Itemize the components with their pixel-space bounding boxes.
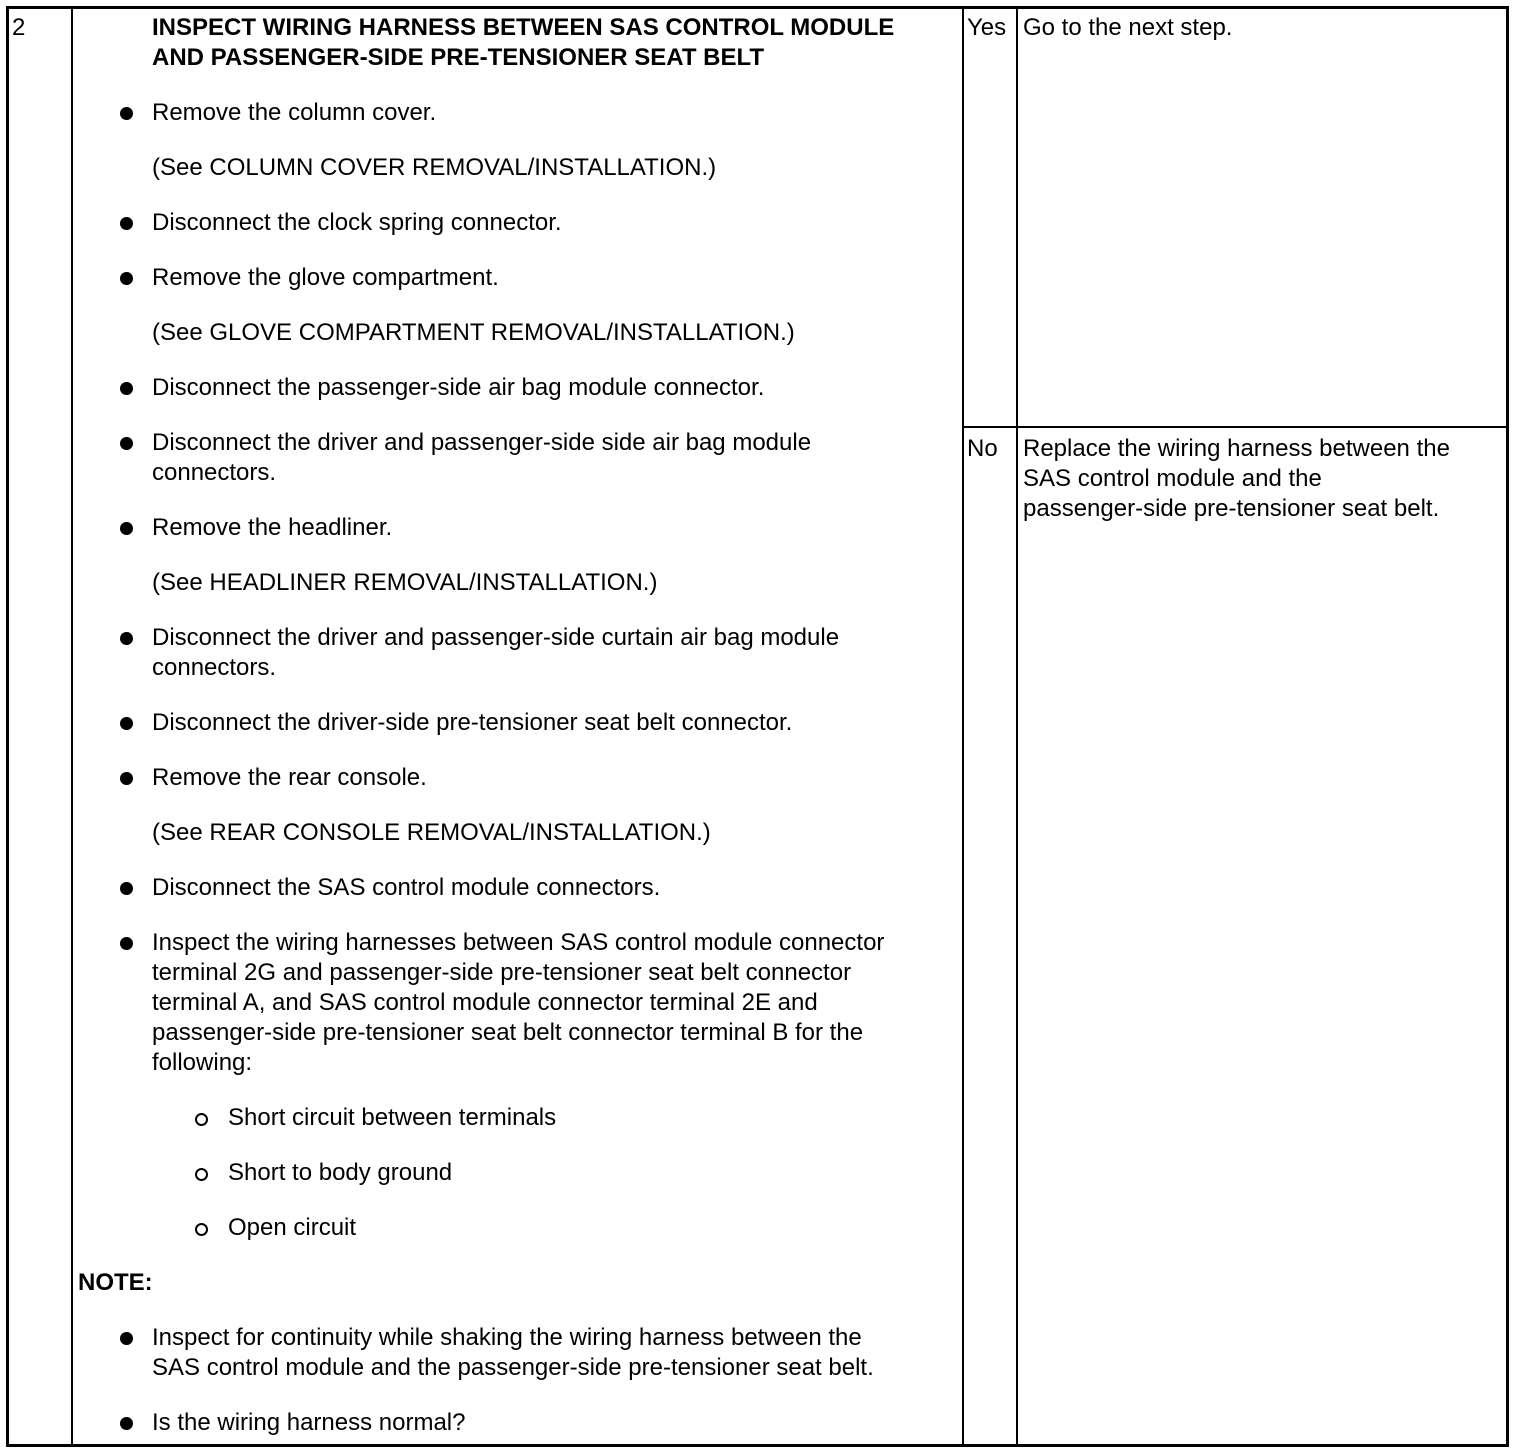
row-divider-yes-no [964, 426, 1506, 428]
list-item-continuation: terminal A, and SAS control module connector terminal 2E and [152, 989, 818, 1016]
list-item: Remove the column cover. [152, 99, 437, 126]
no-label: No [967, 435, 998, 462]
note-item-continuation: SAS control module and the passenger-side pre-tensioner seat belt. [152, 1354, 874, 1381]
bullet-icon [120, 217, 133, 230]
sub-bullet-icon [195, 1168, 208, 1181]
bullet-icon [120, 717, 133, 730]
no-action-line-1: Replace the wiring harness between the [1023, 435, 1450, 462]
bullet-icon [120, 1417, 133, 1430]
bullet-icon [120, 382, 133, 395]
sub-list-item: Open circuit [228, 1214, 357, 1241]
bullet-icon [120, 937, 133, 950]
list-item: Remove the glove compartment. [152, 264, 499, 291]
no-action-line-3: passenger-side pre-tensioner seat belt. [1023, 495, 1440, 522]
list-item: Disconnect the driver and passenger-side side air bag module [152, 429, 812, 456]
column-divider-action [1016, 9, 1018, 1444]
list-item: Disconnect the passenger-side air bag module connector. [152, 374, 765, 401]
list-item: Disconnect the driver and passenger-side curtain air bag module [152, 624, 840, 651]
column-divider-step [71, 9, 73, 1444]
bullet-icon [120, 272, 133, 285]
bullet-icon [120, 107, 133, 120]
step-heading-line-2: AND PASSENGER-SIDE PRE-TENSIONER SEAT BELT [152, 44, 765, 71]
reference-text: (See GLOVE COMPARTMENT REMOVAL/INSTALLATION.) [152, 319, 795, 346]
reference-text: (See HEADLINER REMOVAL/INSTALLATION.) [152, 569, 658, 596]
reference-text: (See COLUMN COVER REMOVAL/INSTALLATION.) [152, 154, 717, 181]
bullet-icon [120, 437, 133, 450]
bullet-icon [120, 772, 133, 785]
bullet-icon [120, 1332, 133, 1345]
step-number: 2 [12, 14, 26, 41]
note-item: Inspect for continuity while shaking the wiring harness between the [152, 1324, 862, 1351]
bullet-icon [120, 632, 133, 645]
sub-list-item: Short circuit between terminals [228, 1104, 557, 1131]
yes-label: Yes [967, 14, 1007, 41]
bullet-icon [120, 882, 133, 895]
column-divider-answer [962, 9, 964, 1444]
list-item: Disconnect the driver-side pre-tensioner seat belt connector. [152, 709, 793, 736]
no-action-line-2: SAS control module and the [1023, 465, 1322, 492]
list-item: Disconnect the clock spring connector. [152, 209, 562, 236]
list-item-continuation: terminal 2G and passenger-side pre-tensioner seat belt connector [152, 959, 852, 986]
sub-bullet-icon [195, 1113, 208, 1126]
list-item-continuation: following: [152, 1049, 253, 1076]
list-item-continuation: connectors. [152, 654, 277, 681]
note-label: NOTE: [78, 1269, 153, 1296]
sub-bullet-icon [195, 1223, 208, 1236]
sub-list-item: Short to body ground [228, 1159, 453, 1186]
step-heading-line-1: INSPECT WIRING HARNESS BETWEEN SAS CONTROL MODULE [152, 14, 895, 41]
list-item: Remove the rear console. [152, 764, 427, 791]
yes-action: Go to the next step. [1023, 14, 1233, 41]
bullet-icon [120, 522, 133, 535]
list-item-continuation: passenger-side pre-tensioner seat belt connector terminal B for the [152, 1019, 864, 1046]
list-item: Disconnect the SAS control module connectors. [152, 874, 661, 901]
list-item: Remove the headliner. [152, 514, 393, 541]
list-item: Inspect the wiring harnesses between SAS control module connector [152, 929, 885, 956]
reference-text: (See REAR CONSOLE REMOVAL/INSTALLATION.) [152, 819, 711, 846]
list-item-continuation: connectors. [152, 459, 277, 486]
question-text: Is the wiring harness normal? [152, 1409, 466, 1436]
